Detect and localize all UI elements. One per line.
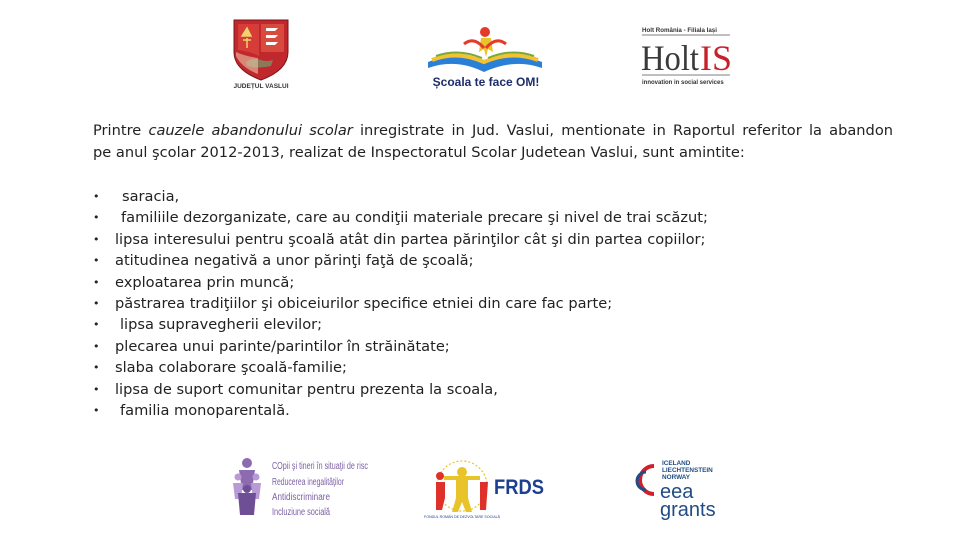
frds-small-text: FONDUL ROMÂN DE DEZVOLTARE SOCIALĂ (423, 515, 501, 519)
intro-paragraph (93, 120, 893, 164)
scoala-te-face-om-logo (424, 22, 548, 94)
intro-line-1: Printre cauzele abandonului scolar inregistrate in Jud. Vaslui, mentionate in Raportul referitor la abandon (93, 122, 893, 139)
holt-is-logo (640, 25, 734, 91)
vaslui-coat-of-arms-logo (228, 16, 294, 92)
abandon-causes-list (93, 186, 853, 421)
list-item: • familiile dezorganizate, care au condiţii materiale precare şi nivel de trai scăzut; (93, 207, 853, 228)
eea-country-2: LIECHTENSTEIN (662, 467, 713, 474)
corai-line-1: COpii şi tineri în situaţii de risc (272, 461, 368, 472)
intro-line-2: pe anul şcolar 2012-2013, realizat de Inspectoratul Scolar Judetean Vaslui, sunt amintite: (93, 144, 745, 161)
corai-line-4: Incluziune socială (272, 507, 331, 518)
list-item: • păstrarea tradiţiilor şi obiceiurilor specifice etniei din care fac parte; (93, 293, 853, 314)
list-item: • lipsa de suport comunitar pentru prezenta la scoala, (93, 379, 853, 400)
bullet-icon: • (93, 296, 100, 310)
list-item: • lipsa supravegherii elevilor; (93, 314, 853, 335)
bullet-icon: • (93, 318, 100, 332)
bullet-icon: • (93, 361, 100, 375)
bullet-icon: • (93, 403, 100, 417)
list-item: • lipsa interesului pentru şcoală atât din partea părinţilor cât şi din partea copiilor; (93, 229, 853, 250)
list-item: • exploatarea prin muncă; (93, 272, 853, 293)
bullet-icon: • (93, 190, 100, 203)
eea-country-3: NORWAY (662, 474, 691, 481)
scoala-caption: Școala te face OM! (432, 75, 540, 89)
eea-country-1: ICELAND (662, 460, 691, 467)
open-book-child-icon (428, 27, 542, 72)
corai-line-3: Antidiscriminare (272, 492, 331, 503)
list-item: • atitudinea negativă a unor părinţi faţă de şcoală; (93, 250, 853, 271)
intro-emphasis: cauzele abandonului scolar (148, 122, 353, 139)
bullet-icon: • (93, 275, 100, 289)
people-group-icon (233, 458, 261, 515)
bullet-icon: • (93, 211, 100, 225)
holt-top-text: Holt România - Filiala Iași (642, 27, 717, 34)
frds-name: FRDS (494, 476, 544, 499)
holt-name-holt: Holt (641, 38, 699, 78)
holt-name-is: IS (700, 38, 732, 78)
bullet-icon: • (93, 232, 100, 246)
list-item: • saracia, (93, 186, 853, 207)
eea-grants-logo (632, 456, 736, 520)
children-figures-icon (436, 461, 488, 512)
eea-swirl-icon (637, 466, 654, 494)
eea-word-2: grants (660, 499, 716, 521)
corai-logo (230, 455, 372, 521)
county-coat-of-arms-icon (234, 20, 288, 80)
holt-tagline: innovation in social services (642, 80, 724, 86)
list-item: • familia monoparentală. (93, 400, 853, 421)
vaslui-caption: JUDEȚUL VASLUI (233, 83, 289, 90)
bullet-icon: • (93, 382, 100, 396)
list-item: • plecarea unui parinte/parintilor în străinătate; (93, 336, 853, 357)
corai-line-2: Reducerea inegalităţilor (272, 477, 345, 488)
bullet-icon: • (93, 254, 100, 268)
list-item: • slaba colaborare şcoală-familie; (93, 357, 853, 378)
eea-word-1: eea (660, 481, 694, 503)
frds-logo (423, 456, 546, 520)
bullet-icon: • (93, 339, 100, 353)
